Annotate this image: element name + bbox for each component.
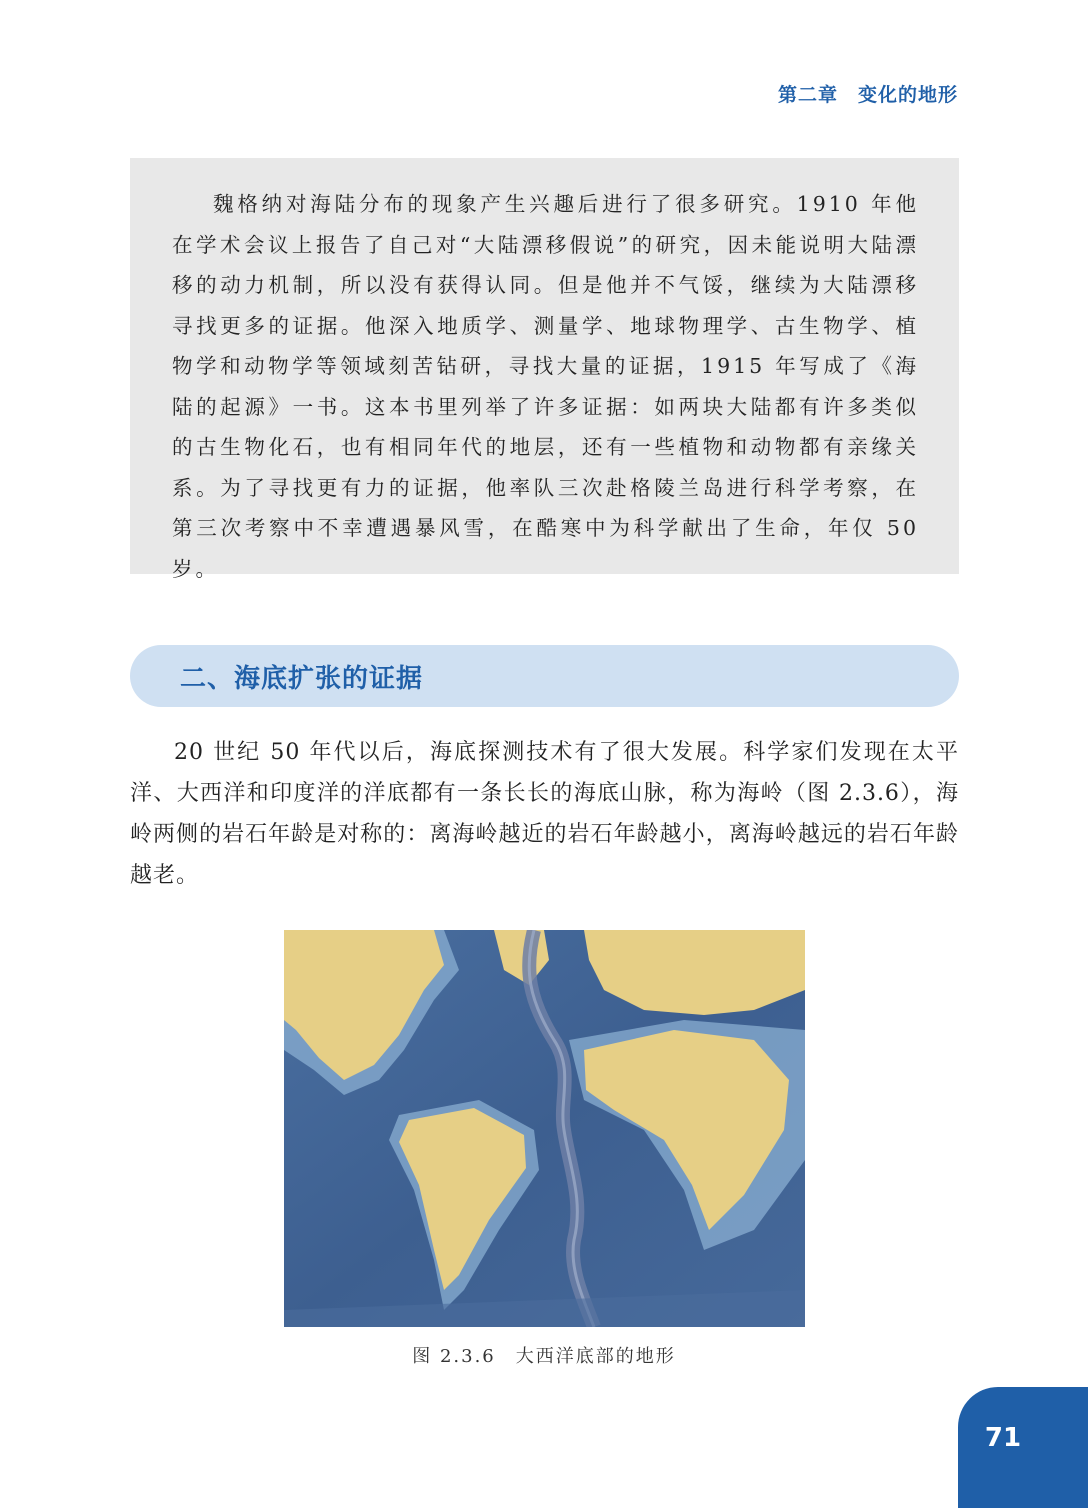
reading-box-text: 魏格纳对海陆分布的现象产生兴趣后进行了很多研究。1910 年他在学术会议上报告了自己对“大陆漂移假说”的研究，因未能说明大陆漂移的动力机制，所以没有获得认同。但是他并不气馁，继续为大陆漂移寻找更多的证据。他深入地质学、测量学、地球物理学、古生物学、植物学和动物学等领域刻苦钻研，寻找大量的证据，1915 年写成了《海陆的起源》一书。这本书里列举了许多证据：如两块大陆都有许多类似的古生物化石，也有相同年代的地层，还有一些植物和动物都有亲缘关系。为了寻找更有力的证据，他率队三次赴格陵兰岛进行科学考察，在第三次考察中不幸遭遇暴风雪，在酷寒中为科学献出了生命，年仅 50 岁。 <box>172 192 919 581</box>
section-heading <box>130 645 959 707</box>
figure-number: 图 2.3.6 <box>412 1346 496 1367</box>
figure-caption-text: 大西洋底部的地形 <box>515 1346 676 1367</box>
body-paragraph: 20 世纪 50 年代以后，海底探测技术有了很大发展。科学家们发现在太平洋、大西洋和印度洋的洋底都有一条长长的海底山脉，称为海岭（图 2.3.6），海岭两侧的岩石年龄是对称的：离海岭越近的岩石年龄越小，离海岭越远的岩石年龄越老。 <box>130 740 959 888</box>
page-number-tab <box>958 1387 1088 1508</box>
atlantic-seafloor-illustration <box>284 930 805 1327</box>
chapter-header: 第二章 变化的地形 <box>777 84 958 106</box>
page-number: 71 <box>984 1422 1022 1453</box>
figure-caption <box>0 1342 1088 1368</box>
section-title: 二、海底扩张的证据 <box>180 663 424 694</box>
body-text <box>130 732 959 896</box>
reading-box <box>130 158 959 581</box>
atlantic-seafloor-map <box>284 930 805 1327</box>
